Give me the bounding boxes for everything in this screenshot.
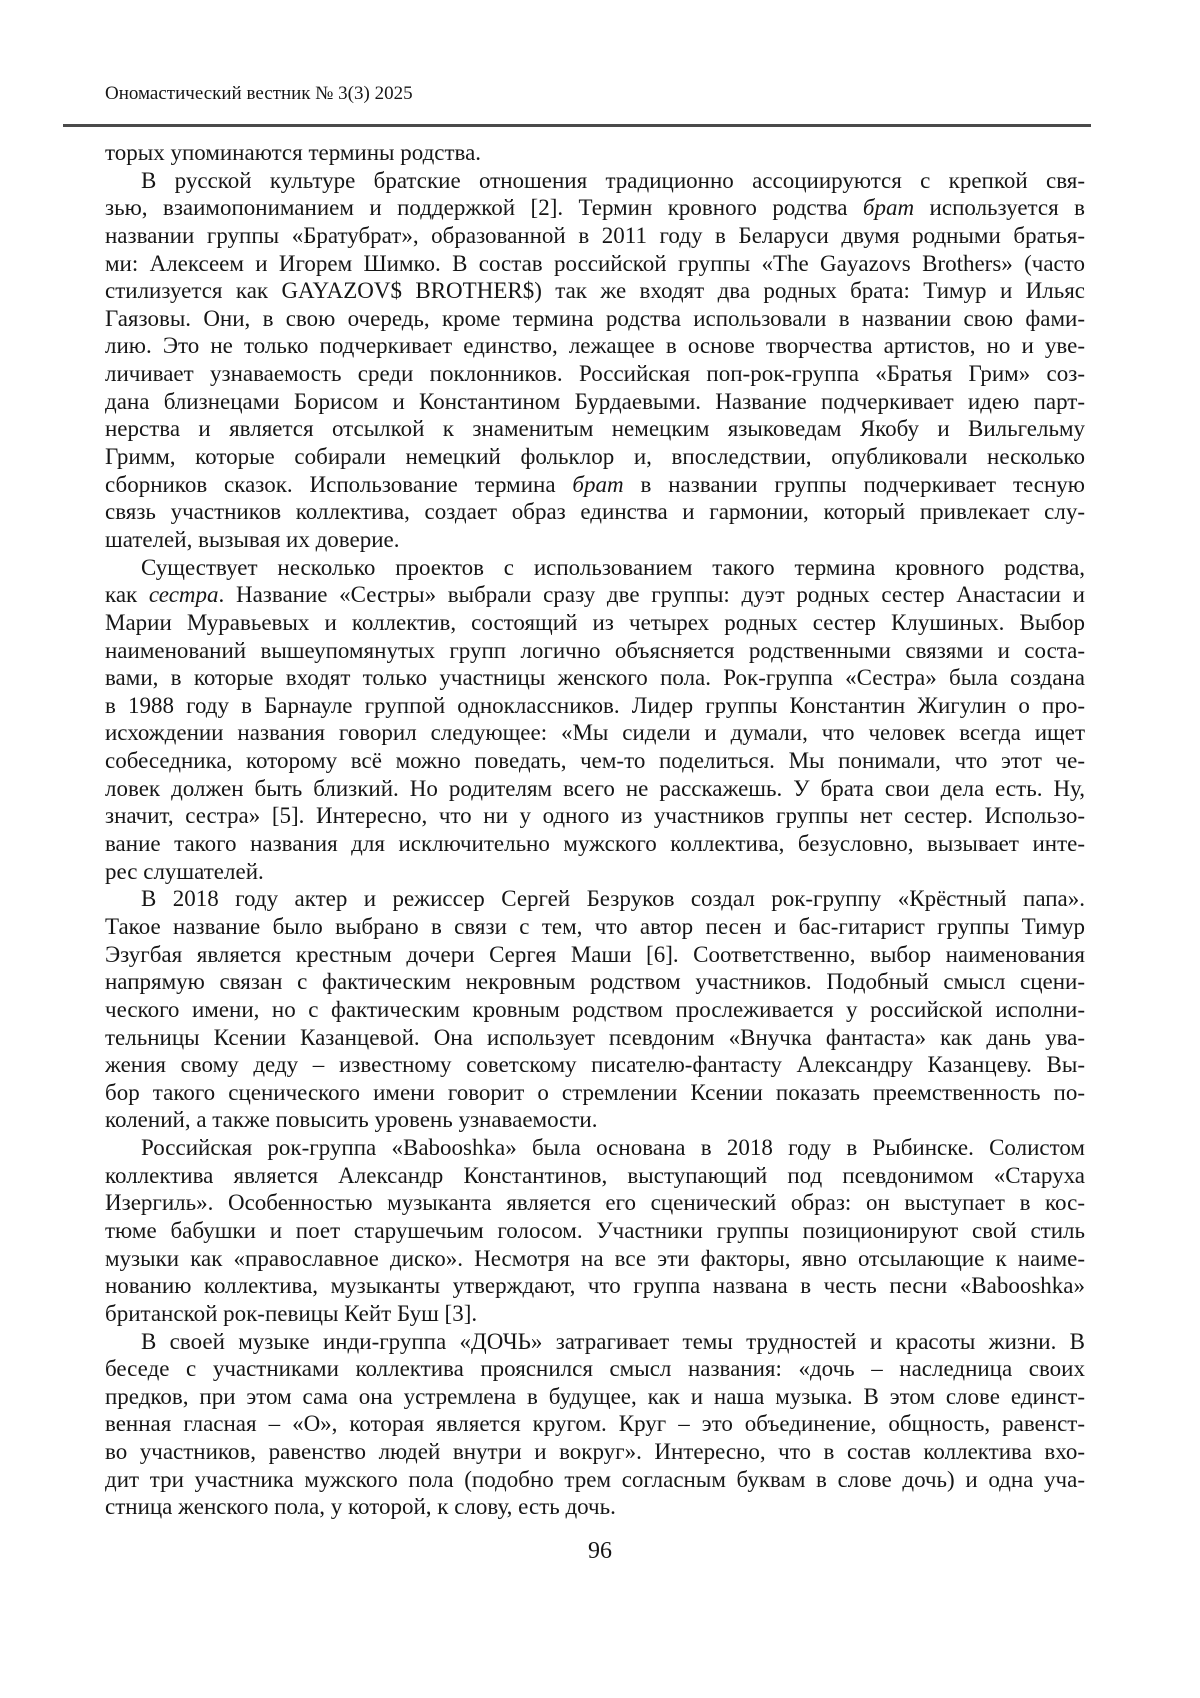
paragraph [105,139,1085,167]
text-line: связь участников коллектива, создает образ единства и гармонии, который привлекает слу- [105,499,1085,525]
text-line: зью, взаимопониманием и поддержкой [2]. Термин кровного родства брат используется в [105,195,1085,221]
text-line: сборников сказок. Использование термина брат в названии группы подчеркивает тесную [105,471,1085,497]
text-line: стница женского пола, у которой, к слову, есть дочь. [105,1494,616,1520]
text-line: Российская рок-группа «Babooshka» была основана в 2018 году в Рыбинске. Солистом [141,1135,1085,1161]
paragraph [105,167,1085,554]
journal-title: Ономастический вестник № 3(3) 2025 [105,83,413,104]
paragraph [105,1328,1085,1521]
text-line: исхождении названия говорил следующее: «Мы сидели и думали, что человек всегда ищет [105,720,1085,746]
text-line: лию. Это не только подчеркивает единство, лежащее в основе творчества артистов, но и уве- [105,333,1085,359]
text-line: британской рок-певицы Кейт Буш [3]. [105,1300,478,1326]
text-line: вами, в которые входят только участницы женского пола. Рок-группа «Сестра» была создана [105,665,1085,691]
text-line: Существует несколько проектов с использованием такого термина кровного родства, [141,554,1085,580]
text-line: Изергиль». Особенностью музыканта является его сценический образ: он выступает в кос- [105,1190,1085,1216]
running-header [105,83,413,105]
text-line: наименований вышеупомянутых групп логично объясняется родственными связями и соста- [105,637,1085,663]
text-line: шателей, вызывая их доверие. [105,526,400,552]
paragraph [105,554,1085,886]
text-line: Такое название было выбрано в связи с тем, что автор песен и бас-гитарист группы Тимур [105,913,1085,939]
text-line: во участников, равенство людей внутри и вокруг». Интересно, что в состав коллектива вхо- [105,1439,1085,1465]
text-line: дана близнецами Борисом и Константином Бурдаевыми. Название подчеркивает идею парт- [105,388,1085,414]
text-line: венная гласная – «О», которая является кругом. Круг – это объединение, общность, равенст- [105,1411,1085,1437]
text-line: бор такого сценического имени говорит о стремлении Ксении показать преемственность по- [105,1079,1085,1105]
text-line: как сестра. Название «Сестры» выбрали сразу две группы: дуэт родных сестер Анастасии и [105,582,1085,608]
text-line: предков, при этом сама она устремлена в будущее, как и наша музыка. В этом слове единст- [105,1383,1085,1409]
text-line: Эзугбая является крестным дочери Сергея Маши [6]. Соответственно, выбор наименования [105,941,1085,967]
text-line: Гаязовы. Они, в свою очередь, кроме термина родства использовали в названии свою фами- [105,305,1085,331]
text-line: В своей музыке инди-группа «ДОЧЬ» затрагивает темы трудностей и красоты жизни. В [141,1328,1085,1354]
text-line: Марии Муравьевых и коллектив, состоящий из четырех родных сестер Клушиных. Выбор [105,609,1085,635]
text-line: нованию коллектива, музыканты утверждают, что группа названа в честь песни «Babooshka» [105,1273,1085,1299]
text-line: вание такого названия для исключительно мужского коллектива, безусловно, вызывает инте- [105,831,1085,857]
text-line: названии группы «Братубрат», образованной в 2011 году в Беларуси двумя родными братья- [105,222,1085,248]
text-line: в 1988 году в Барнауле группой одноклассников. Лидер группы Константин Жигулин о про- [105,692,1085,718]
text-line: нерства и является отсылкой к знаменитым немецким языковедам Якобу и Вильгельму [105,416,1085,442]
text-line: ческого имени, но с фактическим кровным родством прослеживается у российской исполни- [105,996,1085,1022]
text-line: жения свому деду – известному советскому писателю-фантасту Александру Казанцеву. Вы- [105,1052,1085,1078]
text-line: ми: Алексеем и Игорем Шимко. В состав российской группы «The Gayazovs Brothers» (часто [105,250,1085,276]
text-line: Гримм, которые собирали немецкий фольклор и, впоследствии, опубликовали несколько [105,444,1085,470]
text-line: тельницы Ксении Казанцевой. Она использует псевдоним «Внучка фантаста» как дань ува- [105,1024,1085,1050]
body-text [105,139,1085,1521]
page-number: 96 [588,1538,612,1564]
header-rule [63,124,1091,127]
text-line: личивает узнаваемость среди поклонников. Российская поп-рок-группа «Братья Грим» соз- [105,361,1085,387]
text-line: значит, сестра» [5]. Интересно, что ни у одного из участников группы нет сестер. Использо- [105,803,1085,829]
text-line: рес слушателей. [105,858,264,884]
text-line: собеседника, которому всё можно поведать, чем-то поделиться. Мы понимали, что этот че- [105,748,1085,774]
text-line: напрямую связан с фактическим некровным родством участников. Подобный смысл сцени- [105,969,1085,995]
text-line: торых упоминаются термины родства. [105,140,482,165]
text-line: музыки как «православное диско». Несмотря на все эти факторы, явно отсылающие к наиме- [105,1245,1085,1271]
text-line: дит три участника мужского пола (подобно трем согласным буквам в слове дочь) и одна уча- [105,1466,1085,1492]
text-line: коллектива является Александр Константинов, выступающий под псевдонимом «Старуха [105,1162,1085,1188]
text-line: тюме бабушки и поет старушечьим голосом. Участники группы позиционируют свой стиль [105,1217,1085,1243]
text-line: В русской культуре братские отношения традиционно ассоциируются с крепкой свя- [141,167,1085,193]
text-line: колений, а также повысить уровень узнаваемости. [105,1107,598,1133]
text-line: ловек должен быть близкий. Но родителям всего не расскажешь. У брата свои дела есть. Ну, [105,775,1085,801]
text-line: стилизуется как GAYAZOV$ BROTHER$) так же входят два родных брата: Тимур и Ильяс [105,278,1085,304]
text-line: В 2018 году актер и режиссер Сергей Безруков создал рок-группу «Крёстный папа». [141,886,1085,912]
text-line: беседе с участниками коллектива прояснился смысл названия: «дочь – наследница своих [105,1356,1085,1382]
paragraph [105,885,1085,1134]
paragraph [105,1134,1085,1327]
